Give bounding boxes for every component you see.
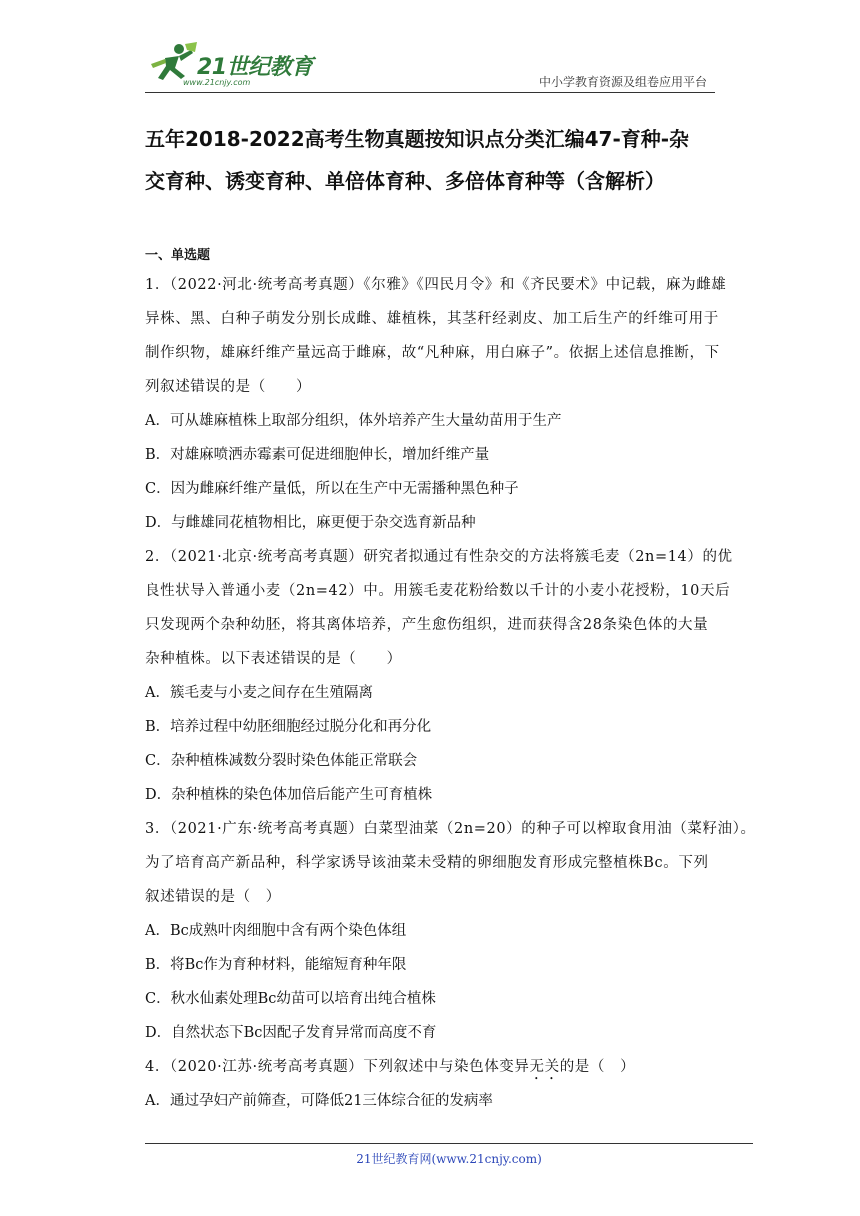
section-heading: 一、单选题: [145, 248, 211, 263]
logo-url: www.21cnjy.com: [183, 78, 251, 87]
stem-prefix: 4．（2020·江苏·统考高考真题）下列叙述中与染色体变异: [145, 1059, 530, 1075]
option-d: D．与雌雄同花植物相比，麻更便于杂交选育新品种: [145, 515, 476, 531]
footer-link[interactable]: 21世纪教育网(www.21cnjy.com): [356, 1152, 542, 1166]
option-b: B．将Bc作为育种材料，能缩短育种年限: [145, 957, 407, 973]
option-a: A．通过孕妇产前筛查，可降低21三体综合征的发病率: [145, 1093, 493, 1109]
title-line-1: 五年2018-2022高考生物真题按知识点分类汇编47-育种-杂: [145, 127, 690, 151]
title-line-2: 交育种、诱变育种、单倍体育种、多倍体育种等（含解析）: [145, 169, 665, 193]
option-b: B．培养过程中幼胚细胞经过脱分化和再分化: [145, 719, 432, 735]
question-list: [145, 244, 756, 1118]
question-stem-line: 列叙述错误的是（ ）: [145, 379, 312, 395]
document-title: [145, 118, 725, 202]
question-stem-line: 异株、黑、白种子萌发分别长成雌、雄植株，其茎秆经剥皮、加工后生产的纤维可用于: [145, 311, 719, 327]
question-stem-line: 1．（2022·河北·统考高考真题）《尔雅》《四民月令》和《齐民要术》中记载，麻为雌雄: [145, 277, 727, 293]
question-stem-line: 制作织物，雄麻纤维产量远高于雌麻，故“凡种麻，用白麻子”。依据上述信息推断，下: [145, 345, 720, 361]
question-1: [145, 268, 727, 540]
question-stem-line: 良性状导入普通小麦（2n=42）中。用簇毛麦花粉给数以千计的小麦小花授粉，10天后: [145, 583, 731, 599]
header-divider: [145, 92, 715, 93]
platform-name: 中小学教育资源及组卷应用平台: [538, 75, 707, 89]
question-3: [145, 812, 756, 1050]
footer-divider: [145, 1143, 753, 1144]
option-a: A．簇毛麦与小麦之间存在生殖隔离: [145, 685, 373, 701]
emphasized-text: 无关: [529, 1059, 560, 1075]
question-stem-line: [145, 1050, 720, 1084]
question-stem-line: 杂种植株。以下表述错误的是（ ）: [145, 651, 402, 667]
page-header: [145, 40, 715, 92]
question-2: [145, 540, 733, 812]
stem-suffix: 的是（ ）: [559, 1059, 636, 1075]
question-stem-line: 只发现两个杂种幼胚，将其离体培养，产生愈伤组织，进而获得含28条染色体的大量: [145, 617, 709, 633]
question-stem-line: 3．（2021·广东·统考高考真题）白菜型油菜（2n=20）的种子可以榨取食用油（菜籽油）。: [145, 821, 756, 837]
question-stem-line: 为了培育高产新品种，科学家诱导该油菜未受精的卵细胞发育形成完整植株Bc。下列: [145, 855, 709, 871]
option-c: C．杂种植株减数分裂时染色体能正常联会: [145, 753, 418, 769]
option-b: B．对雄麻喷洒赤霉素可促进细胞伸长，增加纤维产量: [145, 447, 490, 463]
logo-text: 21世纪教育: [197, 55, 313, 80]
option-c: C．秋水仙素处理Bc幼苗可以培育出纯合植株: [145, 991, 436, 1007]
question-stem-line: 叙述错误的是（ ）: [145, 889, 281, 905]
option-a: A．可从雄麻植株上取部分组织，体外培养产生大量幼苗用于生产: [145, 413, 562, 429]
option-a: A．Bc成熟叶肉细胞中含有两个染色体组: [145, 923, 407, 939]
question-stem-line: 2．（2021·北京·统考高考真题）研究者拟通过有性杂交的方法将簇毛麦（2n=14）的优: [145, 549, 733, 565]
question-4: [145, 1050, 720, 1118]
option-d: D．杂种植株的染色体加倍后能产生可育植株: [145, 787, 433, 803]
option-c: C．因为雌麻纤维产量低，所以在生产中无需播种黑色种子: [145, 481, 519, 497]
option-d: D．自然状态下Bc因配子发育异常而高度不育: [145, 1025, 437, 1041]
